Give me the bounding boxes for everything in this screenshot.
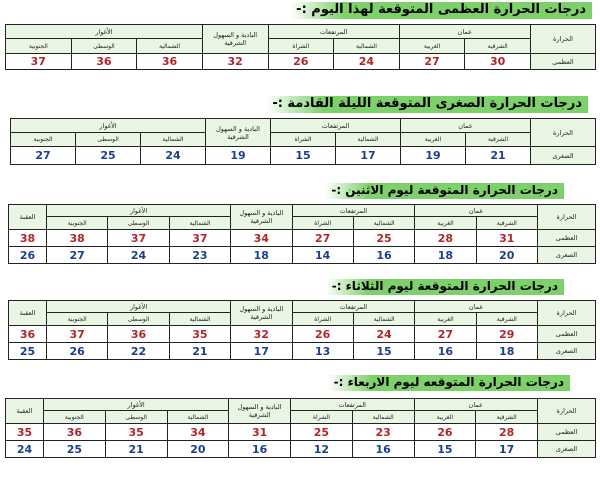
value-cell: 14 [292,247,353,264]
value-cell: 19 [401,147,466,165]
row-label-min: الصغرى [538,441,596,458]
sub-valley-south: الجنوبية [11,133,76,147]
value-cell: 13 [292,343,353,360]
section-4-table [8,300,596,360]
group-aqaba: العقبة [9,301,47,326]
sub-amman-west: الغربية [399,39,465,54]
value-cell: 16 [353,247,414,264]
section-2-table [10,118,596,165]
group-badia: البادية و السهول الشرقية [206,119,271,147]
group-badia: البادية و السهول الشرقية [202,25,268,54]
section-3-table [8,204,596,264]
group-jordan-valley: الأغوار [11,119,206,133]
sub-highlands-shara: الشراة [291,411,353,424]
value-cell: 21 [105,441,167,458]
sub-highlands-north: الشمالية [352,411,414,424]
value-cell: 19 [206,147,271,165]
group-jordan-valley: الأغوار [47,205,231,217]
value-cell: 29 [476,326,537,343]
sub-valley-middle: الوسطى [108,313,169,326]
sub-valley-north: الشمالية [169,313,230,326]
value-cell: 36 [137,54,203,70]
sub-highlands-north: الشمالية [353,313,414,326]
sub-valley-middle: الوسطى [76,133,141,147]
value-cell: 17 [231,343,292,360]
group-amman: عمان [415,205,538,217]
row-label-min: الصغرى [538,343,596,360]
sub-amman-east: الشرقية [466,133,531,147]
value-cell: 35 [105,424,167,441]
value-cell: 16 [229,441,291,458]
value-cell: 28 [476,424,538,441]
sub-amman-east: الشرقية [476,217,537,230]
value-cell: 37 [47,326,108,343]
value-cell: 26 [47,343,108,360]
group-highlands: المرتفعات [292,205,415,217]
value-cell: 36 [44,424,106,441]
group-amman: عمان [414,399,538,411]
value-cell: 24 [6,441,44,458]
row-label-max: العظمى [538,326,596,343]
sub-valley-north: الشمالية [167,411,229,424]
value-cell: 22 [108,343,169,360]
value-cell: 18 [415,247,476,264]
sub-amman-east: الشرقية [465,39,531,54]
value-cell: 25 [353,230,414,247]
sub-amman-west: الغربية [401,133,466,147]
sub-valley-north: الشمالية [137,39,203,54]
group-highlands: المرتفعات [291,399,415,411]
group-jordan-valley: الأغوار [44,399,229,411]
value-cell: 26 [292,326,353,343]
sub-valley-north: الشمالية [141,133,206,147]
value-cell: 38 [47,230,108,247]
value-cell: 36 [108,326,169,343]
group-amman: عمان [401,119,531,133]
group-amman: عمان [399,25,530,39]
section-1-title: درجات الحرارة العظمى المتوقعة لهذا اليوم :- [290,2,592,19]
sub-amman-east: الشرقية [476,411,538,424]
value-cell: 30 [465,54,531,70]
value-cell: 34 [231,230,292,247]
value-cell: 27 [47,247,108,264]
value-cell: 27 [292,230,353,247]
sub-valley-south: الجنوبية [47,217,108,230]
value-cell: 38 [9,230,47,247]
value-cell: 25 [44,441,106,458]
sub-highlands-north: الشمالية [334,39,400,54]
value-cell: 17 [336,147,401,165]
group-badia: البادية و السهول الشرقية [231,205,292,230]
section-5-table [5,398,596,458]
value-cell: 24 [353,326,414,343]
row-label-max: العظمى [531,54,596,70]
sub-amman-east: الشرقية [476,313,537,326]
value-cell: 16 [415,343,476,360]
value-cell: 26 [414,424,476,441]
section-4-title: درجات الحرارة المتوقعة ليوم الثلاثاء :- [326,279,564,295]
value-cell: 35 [169,326,230,343]
value-cell: 25 [291,424,353,441]
value-cell: 26 [9,247,47,264]
sub-amman-west: الغربية [415,217,476,230]
sub-valley-south: الجنوبية [6,39,72,54]
sub-valley-north: الشمالية [169,217,230,230]
row-label-max: العظمى [538,230,596,247]
row-label-min: الصغرى [538,247,596,264]
value-cell: 36 [71,54,137,70]
row-label-min: الصغرى [531,147,596,165]
value-cell: 26 [268,54,334,70]
value-cell: 37 [108,230,169,247]
sub-highlands-shara: الشراة [292,217,353,230]
sub-highlands-shara: الشراة [292,313,353,326]
value-cell: 36 [9,326,47,343]
group-jordan-valley: الأغوار [6,25,203,39]
row-label-max: العظمى [538,424,596,441]
sub-highlands-north: الشمالية [353,217,414,230]
value-cell: 16 [352,441,414,458]
label-header: الحرارة [531,119,596,147]
value-cell: 15 [414,441,476,458]
value-cell: 12 [291,441,353,458]
value-cell: 27 [399,54,465,70]
value-cell: 21 [169,343,230,360]
value-cell: 28 [415,230,476,247]
section-2-title: درجات الحرارة الصغرى المتوقعة الليلة القادمة :- [266,96,588,113]
section-3-title: درجات الحرارة المتوقعة ليوم الاثنين :- [325,183,564,199]
value-cell: 25 [76,147,141,165]
value-cell: 25 [9,343,47,360]
group-aqaba: العقبة [9,205,47,230]
value-cell: 27 [11,147,76,165]
group-highlands: المرتفعات [292,301,415,313]
label-header: الحرارة [538,399,596,424]
value-cell: 31 [476,230,537,247]
value-cell: 32 [231,326,292,343]
value-cell: 23 [352,424,414,441]
group-jordan-valley: الأغوار [47,301,231,313]
value-cell: 32 [202,54,268,70]
group-highlands: المرتفعات [271,119,401,133]
sub-valley-south: الجنوبية [47,313,108,326]
sub-highlands-north: الشمالية [336,133,401,147]
value-cell: 34 [167,424,229,441]
sub-highlands-shara: الشراة [271,133,336,147]
value-cell: 17 [476,441,538,458]
value-cell: 35 [6,424,44,441]
section-5-title: درجات الحرارة المتوقعه ليوم الاربعاء :- [328,375,570,391]
value-cell: 24 [141,147,206,165]
value-cell: 27 [415,326,476,343]
section-1-table [5,24,596,70]
value-cell: 37 [169,230,230,247]
label-header: الحرارة [538,301,596,326]
sub-highlands-shara: الشراة [268,39,334,54]
value-cell: 24 [334,54,400,70]
sub-valley-middle: الوسطى [108,217,169,230]
value-cell: 31 [229,424,291,441]
group-badia: البادية و السهول الشرقية [229,399,291,424]
value-cell: 15 [353,343,414,360]
value-cell: 15 [271,147,336,165]
value-cell: 20 [167,441,229,458]
group-highlands: المرتفعات [268,25,399,39]
value-cell: 24 [108,247,169,264]
sub-amman-west: الغربية [414,411,476,424]
sub-valley-south: الجنوبية [44,411,106,424]
label-header: الحرارة [531,25,596,54]
sub-amman-west: الغربية [415,313,476,326]
value-cell: 18 [231,247,292,264]
label-header: الحرارة [538,205,596,230]
value-cell: 21 [466,147,531,165]
sub-valley-middle: الوسطى [71,39,137,54]
sub-valley-middle: الوسطى [105,411,167,424]
value-cell: 23 [169,247,230,264]
group-aqaba: العقبة [6,399,44,424]
value-cell: 20 [476,247,537,264]
group-amman: عمان [415,301,538,313]
value-cell: 18 [476,343,537,360]
value-cell: 37 [6,54,72,70]
group-badia: البادية و السهول الشرقية [231,301,292,326]
